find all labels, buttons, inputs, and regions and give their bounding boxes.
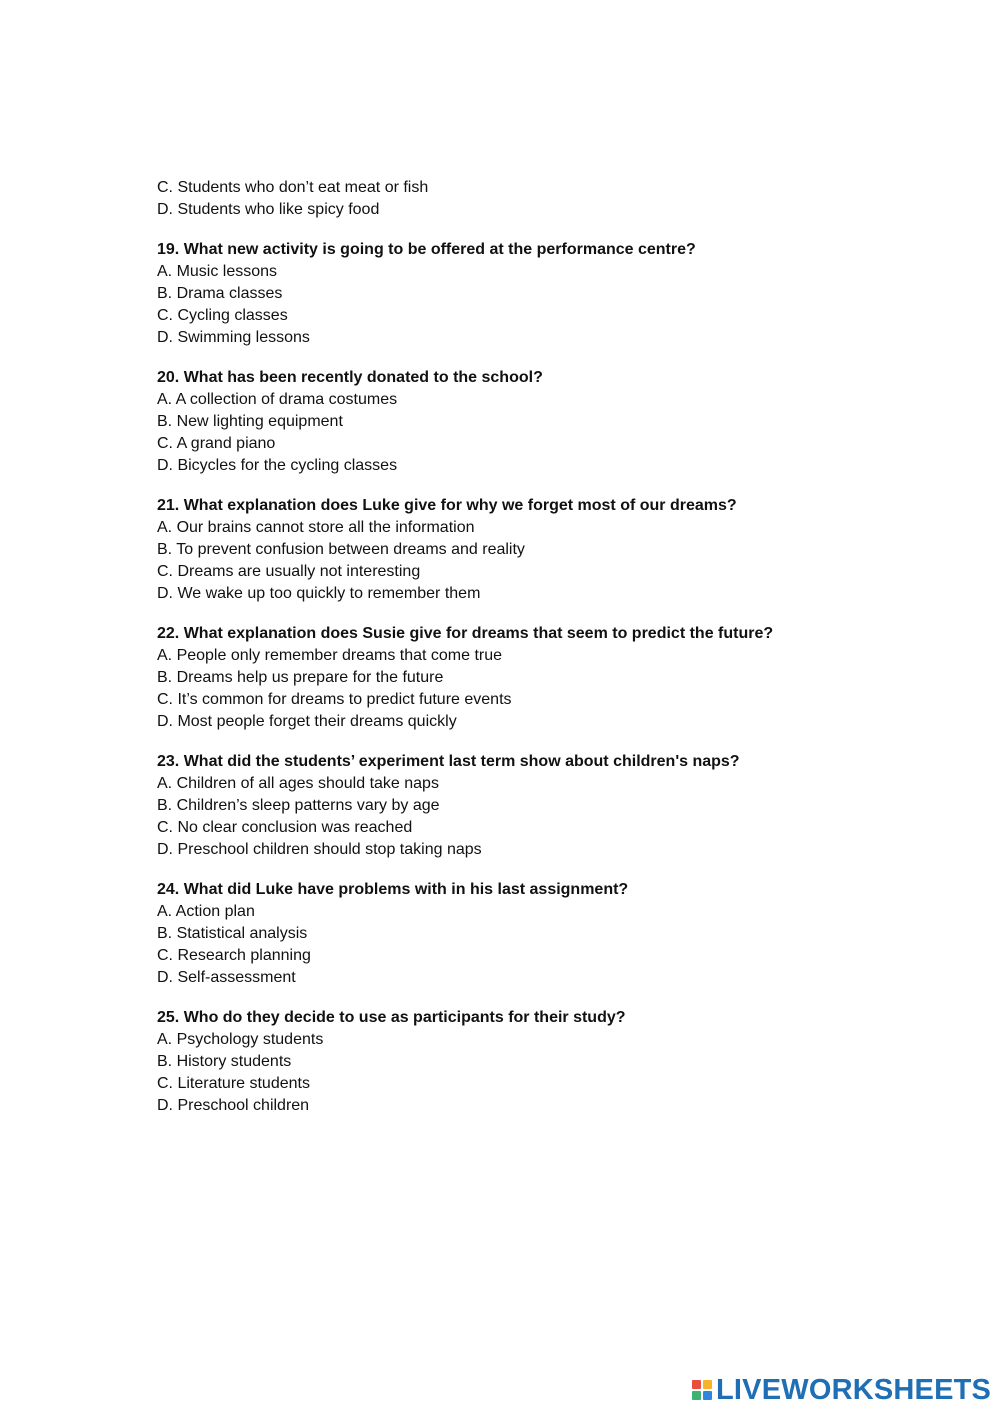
question-text: 24. What did Luke have problems with in his last assignment? xyxy=(157,881,629,898)
question-19 xyxy=(157,239,937,349)
question-25 xyxy=(157,1007,937,1117)
answer-option[interactable]: D. Self-assessment xyxy=(157,969,296,986)
answer-option[interactable]: D. Bicycles for the cycling classes xyxy=(157,457,398,474)
answer-option[interactable]: C. Students who don’t eat meat or fish xyxy=(157,179,429,196)
answer-option[interactable]: B. Statistical analysis xyxy=(157,925,308,942)
answer-option[interactable]: D. Most people forget their dreams quickly xyxy=(157,713,457,730)
question-23 xyxy=(157,751,937,861)
answer-option[interactable]: C. A grand piano xyxy=(157,435,276,452)
answer-option[interactable]: B. History students xyxy=(157,1053,292,1070)
answer-option[interactable]: D. Swimming lessons xyxy=(157,329,310,346)
answer-option[interactable]: D. Preschool children should stop taking naps xyxy=(157,841,482,858)
answer-option[interactable]: B. To prevent confusion between dreams and reality xyxy=(157,541,525,558)
answer-option[interactable]: D. Preschool children xyxy=(157,1097,310,1114)
brand-name: LIVEWORKSHEETS xyxy=(716,1374,992,1406)
answer-option[interactable]: B. Dreams help us prepare for the future xyxy=(157,669,444,686)
answer-option[interactable]: D. Students who like spicy food xyxy=(157,201,380,218)
answer-option[interactable]: A. Our brains cannot store all the information xyxy=(157,519,475,536)
answer-option[interactable]: C. Dreams are usually not interesting xyxy=(157,563,421,580)
answer-option[interactable]: B. Children’s sleep patterns vary by age xyxy=(157,797,440,814)
answer-option[interactable]: C. Research planning xyxy=(157,947,311,964)
question-text: 21. What explanation does Luke give for why we forget most of our dreams? xyxy=(157,497,737,514)
answer-option[interactable]: C. Cycling classes xyxy=(157,307,288,324)
answer-option[interactable]: D. We wake up too quickly to remember them xyxy=(157,585,481,602)
question-24 xyxy=(157,879,937,989)
carryover-options xyxy=(157,177,937,221)
question-22 xyxy=(157,623,937,733)
answer-option[interactable]: B. Drama classes xyxy=(157,285,283,302)
question-text: 23. What did the students’ experiment last term show about children's naps? xyxy=(157,753,740,770)
question-20 xyxy=(157,367,937,477)
answer-option[interactable]: A. A collection of drama costumes xyxy=(157,391,398,408)
question-21 xyxy=(157,495,937,605)
liveworksheets-logo xyxy=(692,1374,991,1406)
question-text: 20. What has been recently donated to the school? xyxy=(157,369,543,386)
liveworksheets-logo-icon xyxy=(692,1380,712,1400)
answer-option[interactable]: A. Music lessons xyxy=(157,263,278,280)
answer-option[interactable]: A. Children of all ages should take naps xyxy=(157,775,439,792)
question-text: 25. Who do they decide to use as participants for their study? xyxy=(157,1009,626,1026)
answer-option[interactable]: C. It’s common for dreams to predict future events xyxy=(157,691,512,708)
answer-option[interactable]: C. Literature students xyxy=(157,1075,310,1092)
answer-option[interactable]: C. No clear conclusion was reached xyxy=(157,819,413,836)
answer-option[interactable]: B. New lighting equipment xyxy=(157,413,343,430)
question-text: 22. What explanation does Susie give for dreams that seem to predict the future? xyxy=(157,625,774,642)
worksheet-content xyxy=(157,177,937,1117)
answer-option[interactable]: A. Action plan xyxy=(157,903,255,920)
answer-option[interactable]: A. Psychology students xyxy=(157,1031,324,1048)
answer-option[interactable]: A. People only remember dreams that come true xyxy=(157,647,503,664)
question-text: 19. What new activity is going to be offered at the performance centre? xyxy=(157,241,696,258)
